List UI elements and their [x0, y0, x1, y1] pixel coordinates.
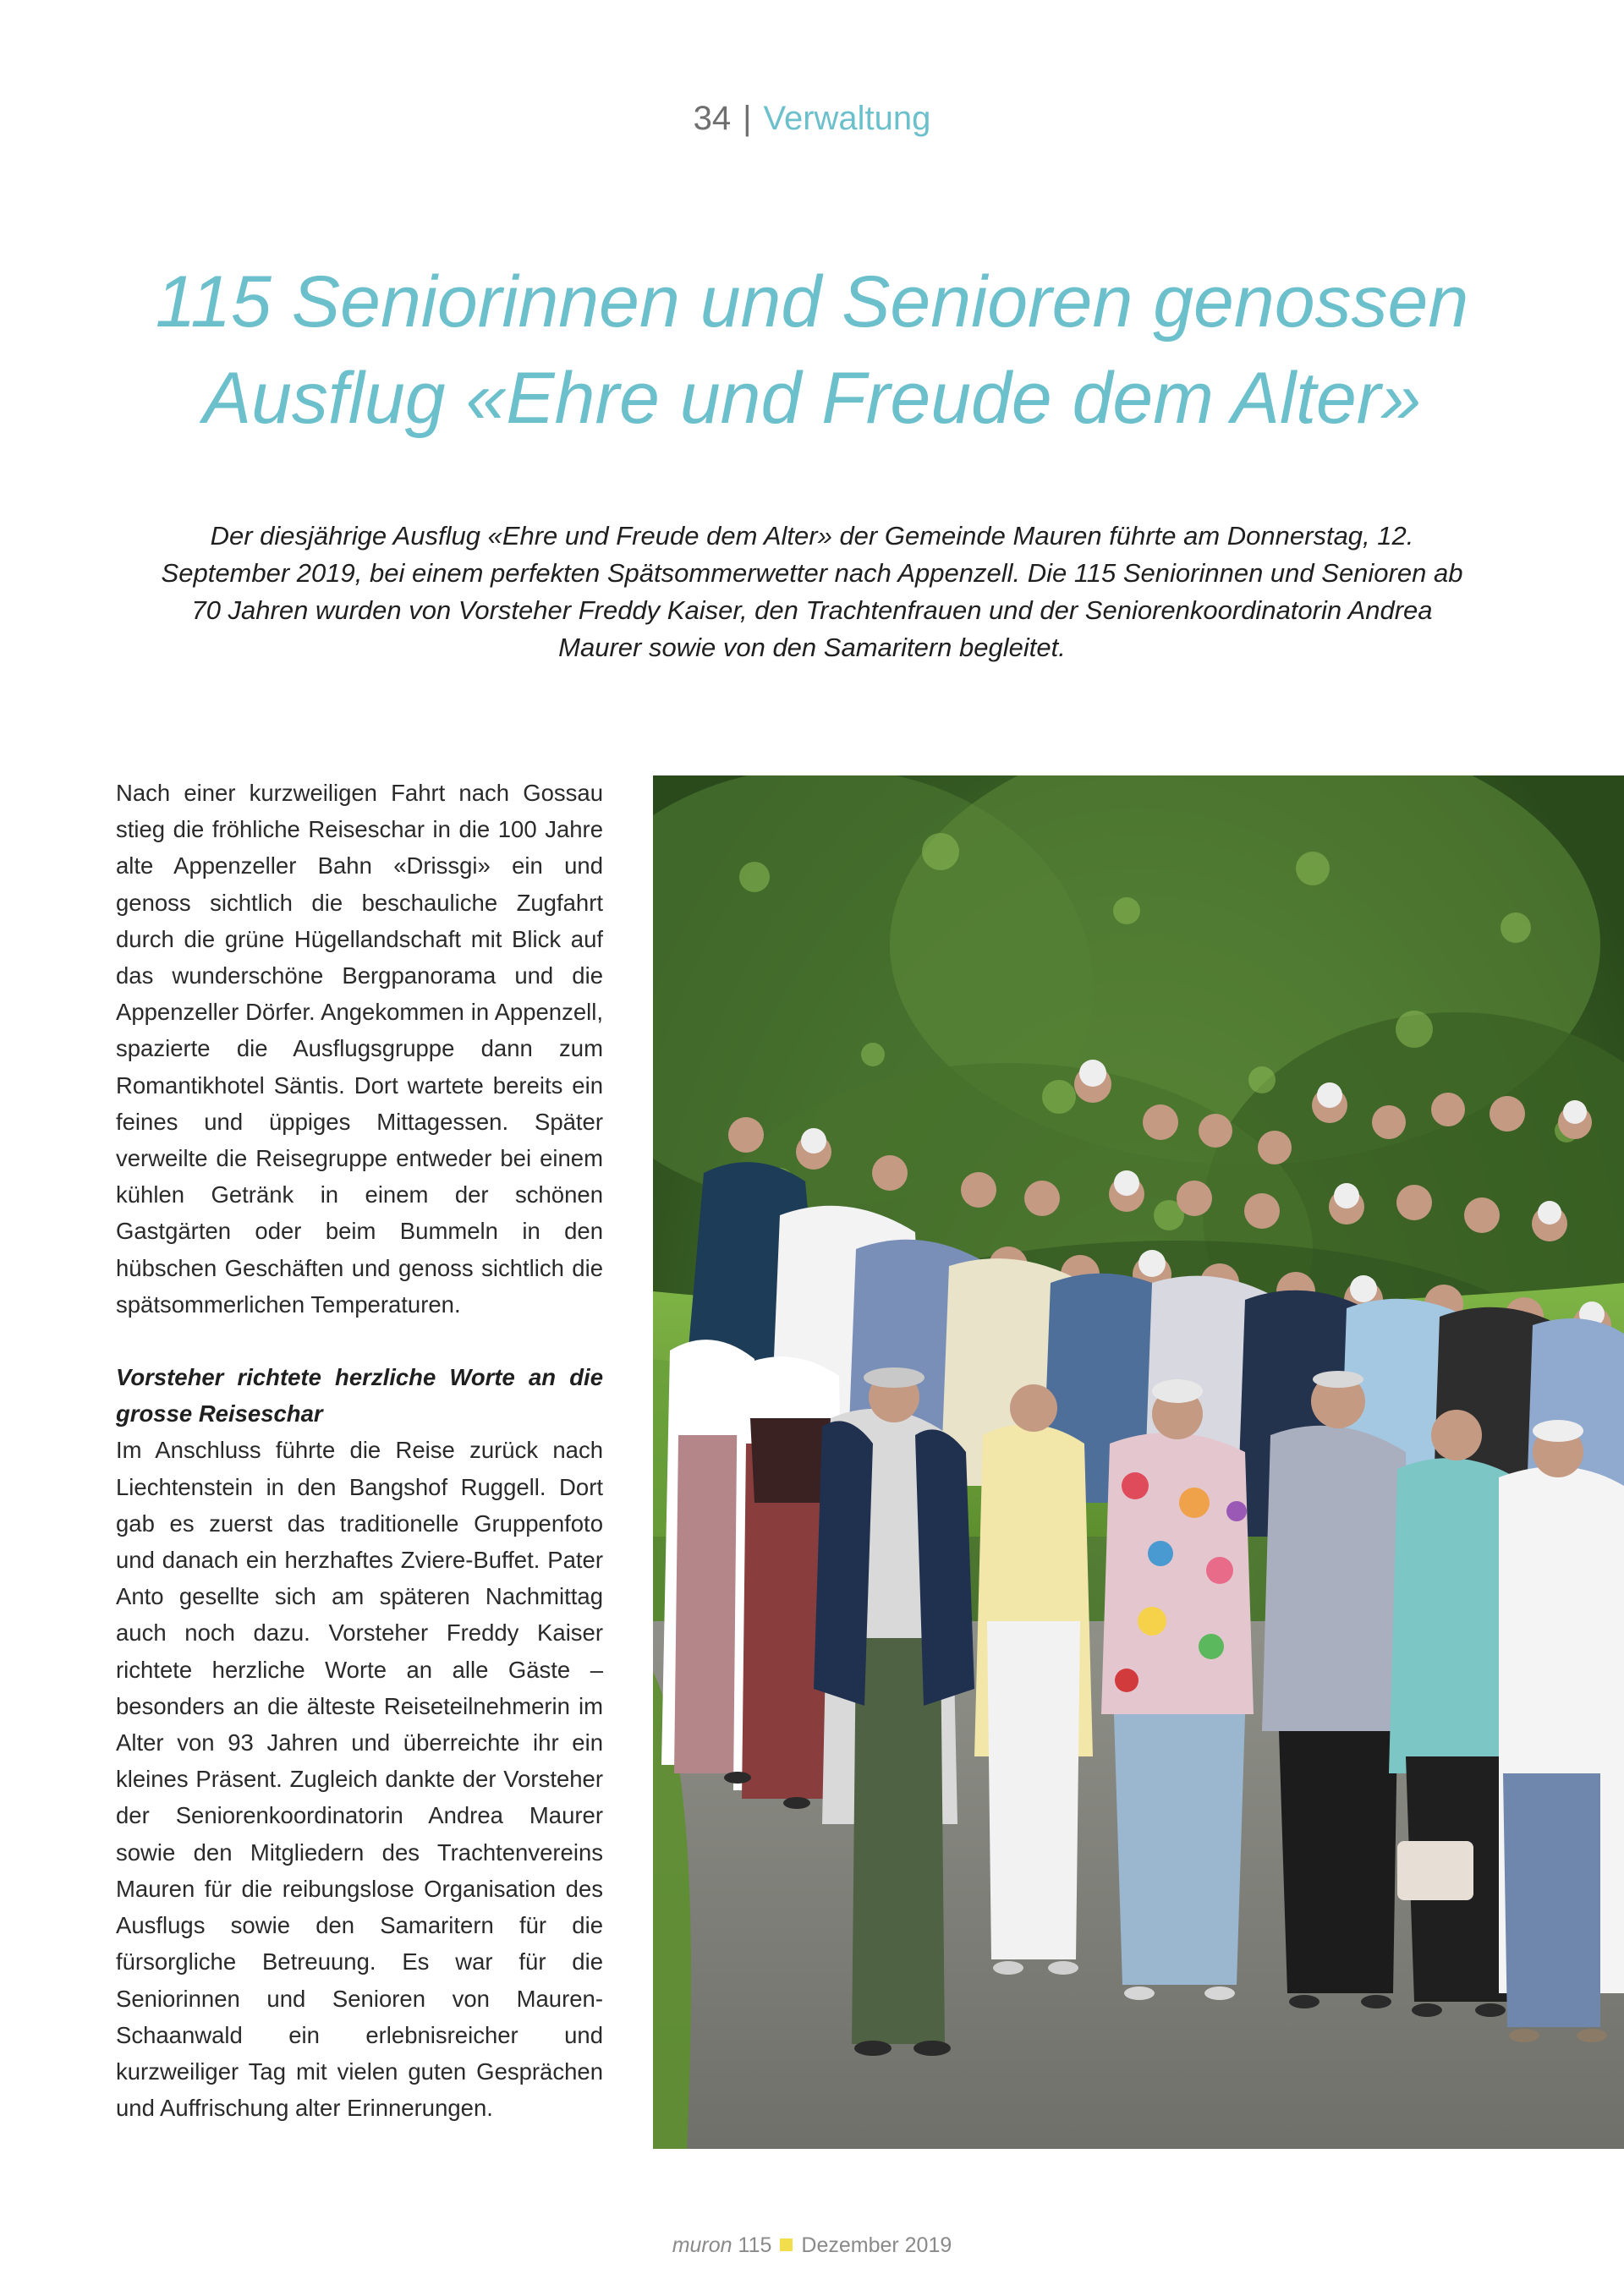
- page-footer: [0, 2233, 1624, 2258]
- page-header: [0, 100, 1624, 138]
- body-paragraph-2: Im Anschluss führte die Reise zurück nach Liechtenstein in den Bangshof Ruggell. Dort gab es zuerst das traditionelle Gruppenfoto und danach ein herzhaftes Zviere-Buffet. Pater Anto gesellte sich am späteren Nachmittag auch noch dazu. Vorsteher Freddy Kaiser richtete herzliche Worte an alle Gäste – besonders an die älteste Reiseteilnehmerin im Alter von 93 Jahren und überreichte ihr ein kleines Präsent. Zugleich dankte der Vorsteher der Seniorenkoordinatorin Andrea Maurer sowie den Mitgliedern des Trachtenvereins Mauren für die reibungslose Organisation des Ausflugs sowie den Samaritern für die fürsorgliche Betreuung. Es war für die Seniorinnen und Senioren von Mauren-Schaanwald ein erlebnisreicher und kurzweiliger Tag mit vielen guten Gesprächen und Auffrischung alter Erinnerungen.: [116, 1437, 603, 2122]
- article-title: [51, 254, 1573, 447]
- title-line-1: 115 Seniorinnen und Senioren genossen: [155, 261, 1469, 342]
- section-name: Verwaltung: [763, 100, 931, 137]
- page-number: 34: [693, 100, 732, 137]
- header-separator: |: [743, 100, 752, 137]
- article-lead: Der diesjährige Ausflug «Ehre und Freude dem Alter» der Gemeinde Mauren führte am Donnerstag, 12. September 2019, bei einem perfekten Spätsommerwetter nach Appenzell. Die 115 Seniorinnen und Senioren ab 70 Jahren wurden von Vorsteher Freddy Kaiser, den Trachtenfrauen und der Seniorenkoordinatorin Andrea Maurer sowie von den Samaritern begleitet.: [161, 521, 1463, 662]
- issue-date: Dezember 2019: [801, 2233, 952, 2257]
- article-subheading: Vorsteher richtete herzliche Worte an die grosse Reiseschar: [116, 1364, 603, 1427]
- article-body: [116, 775, 603, 2126]
- footer-square-icon: [780, 2238, 793, 2251]
- body-paragraph-1: Nach einer kurzweiligen Fahrt nach Gossau stieg die fröhliche Reiseschar in die 100 Jahre alte Appenzeller Bahn «Drissgi» ein und genoss sichtlich die beschauliche Zugfahrt durch die grüne Hügellandschaft mit Blick auf das wunderschöne Bergpanorama und die Appenzeller Dörfer. Angekommen in Appenzell, spazierte die Ausflugsgruppe dann zum Romantikhotel Säntis. Dort wartete bereits ein feines und üppiges Mittagessen. Später verweilte die Reisegruppe entweder bei einem kühlen Getränk in einem der schönen Gastgärten oder beim Bummeln in den hübschen Geschäften und genoss sichtlich die spätsommerlichen Temperaturen.: [116, 780, 603, 1318]
- magazine-name: muron: [672, 2233, 732, 2257]
- title-line-2: Ausflug «Ehre und Freude dem Alter»: [202, 358, 1422, 439]
- issue-number: 115: [738, 2233, 772, 2257]
- group-photo: [653, 775, 1624, 2149]
